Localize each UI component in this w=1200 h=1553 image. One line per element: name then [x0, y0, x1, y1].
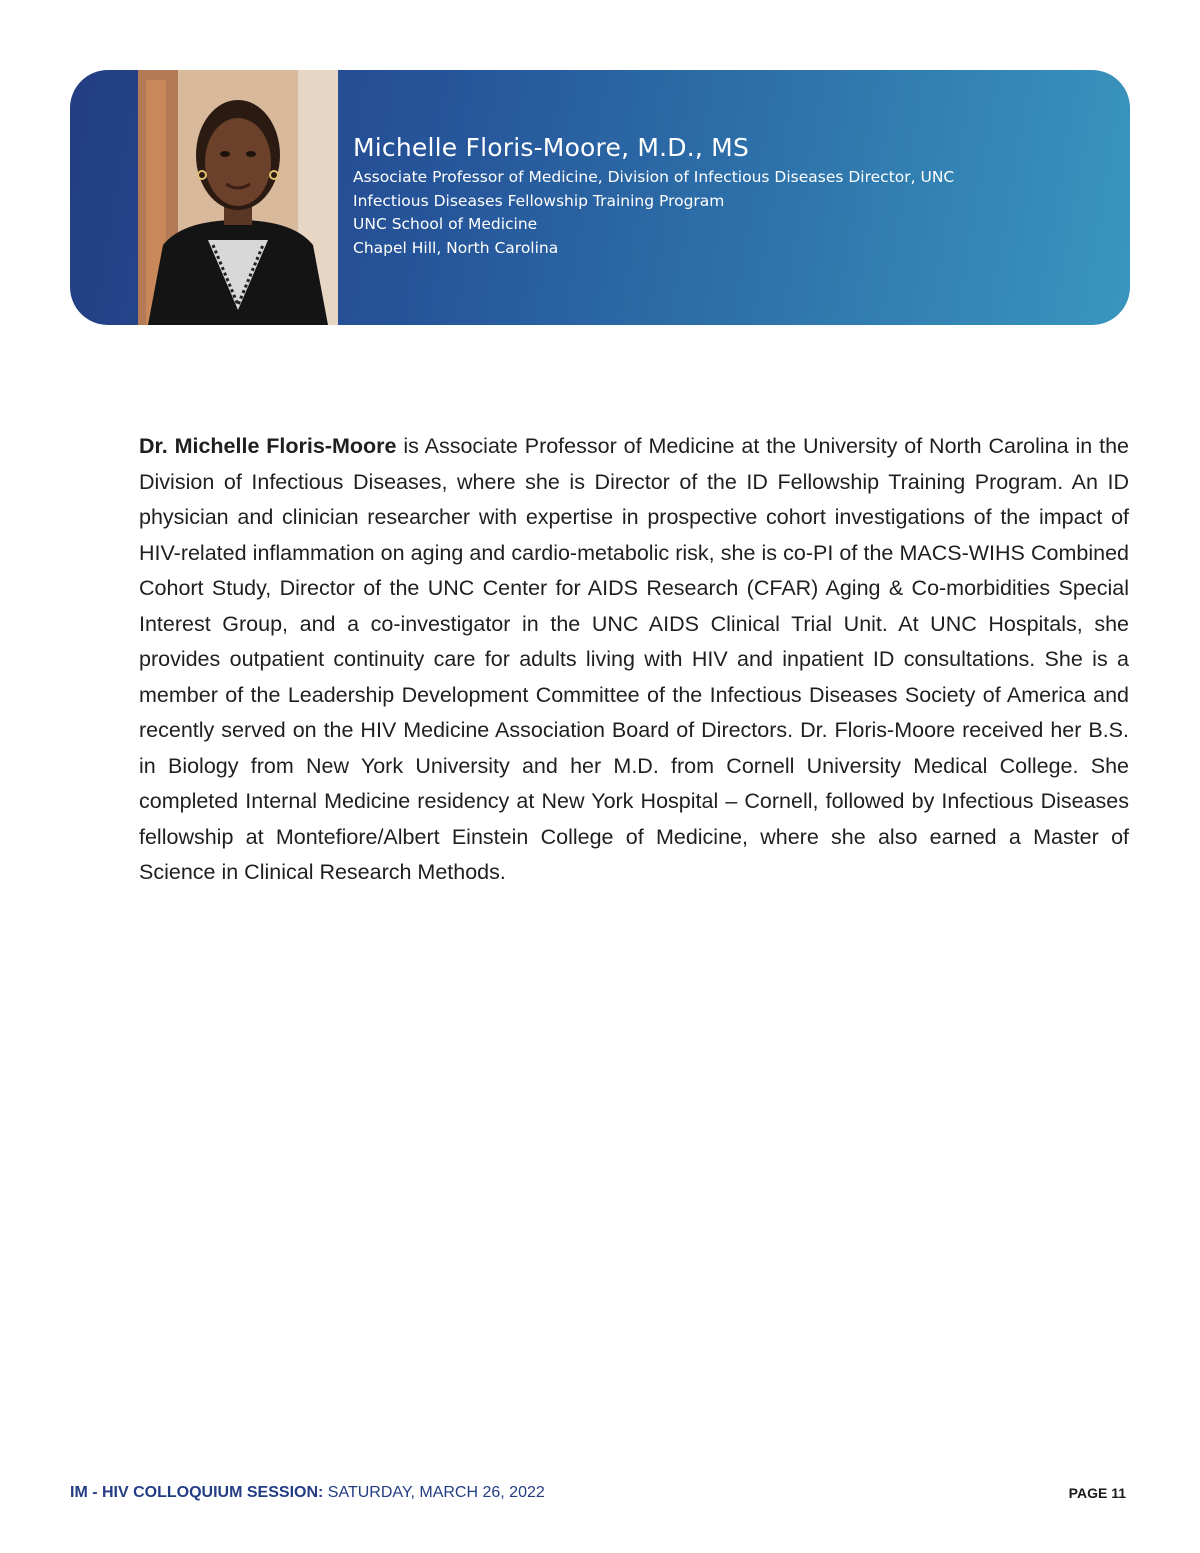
footer-session-date: SATURDAY, MARCH 26, 2022 — [323, 1484, 545, 1501]
speaker-location: Chapel Hill, North Carolina — [353, 238, 559, 257]
speaker-header-banner — [70, 70, 1130, 325]
page-footer — [70, 1484, 1130, 1508]
speaker-title-line-2: Infectious Diseases Fellowship Training Program — [353, 191, 725, 210]
bio-text: is Associate Professor of Medicine at the University of North Carolina in the Division of Infectious Diseases, where she is Director of the ID Fellowship Training Program. An ID physician and clinician researcher with expertise in prospective cohort investigations of the impact of HIV-related inflammation on aging and cardio-metabolic risk, she is co-PI of the MACS-WIHS Combined Cohort Study, Director of the UNC Center for AIDS Research (CFAR) Aging & Co-morbidities Special Interest Group, and a co-investigator in the UNC AIDS Clinical Trial Unit. At UNC Hospitals, she provides outpatient continuity care for adults living with HIV and inpatient ID consultations. She is a member of the Leadership Development Committee of the Infectious Diseases Society of America and recently served on the HIV Medicine Association Board of Directors. Dr. Floris-Moore received her B.S. in Biology from New York University and her M.D. from Cornell University Medical College. She completed Internal Medicine residency at New York Hospital – Cornell, followed by Infectious Diseases fellowship at Montefiore/Albert Einstein College of Medicine, where she also earned a Master of Science in Clinical Research Methods. — [139, 434, 1129, 884]
speaker-portrait-photo — [138, 70, 338, 325]
footer-session-label: IM - HIV COLLOQUIUM SESSION: — [70, 1484, 324, 1501]
page-number: PAGE 11 — [1068, 1485, 1126, 1501]
speaker-biography — [139, 429, 1129, 891]
speaker-header-text — [353, 132, 1100, 260]
speaker-title-line-1: Associate Professor of Medicine, Division of Infectious Diseases Director, UNC — [353, 168, 955, 186]
bio-lead-name: Dr. Michelle Floris-Moore — [139, 434, 397, 458]
footer-session-info — [70, 1484, 545, 1502]
speaker-name: Michelle Floris-Moore, M.D., MS — [353, 133, 750, 162]
speaker-institution: UNC School of Medicine — [353, 215, 538, 233]
portrait-illustration — [138, 70, 338, 325]
